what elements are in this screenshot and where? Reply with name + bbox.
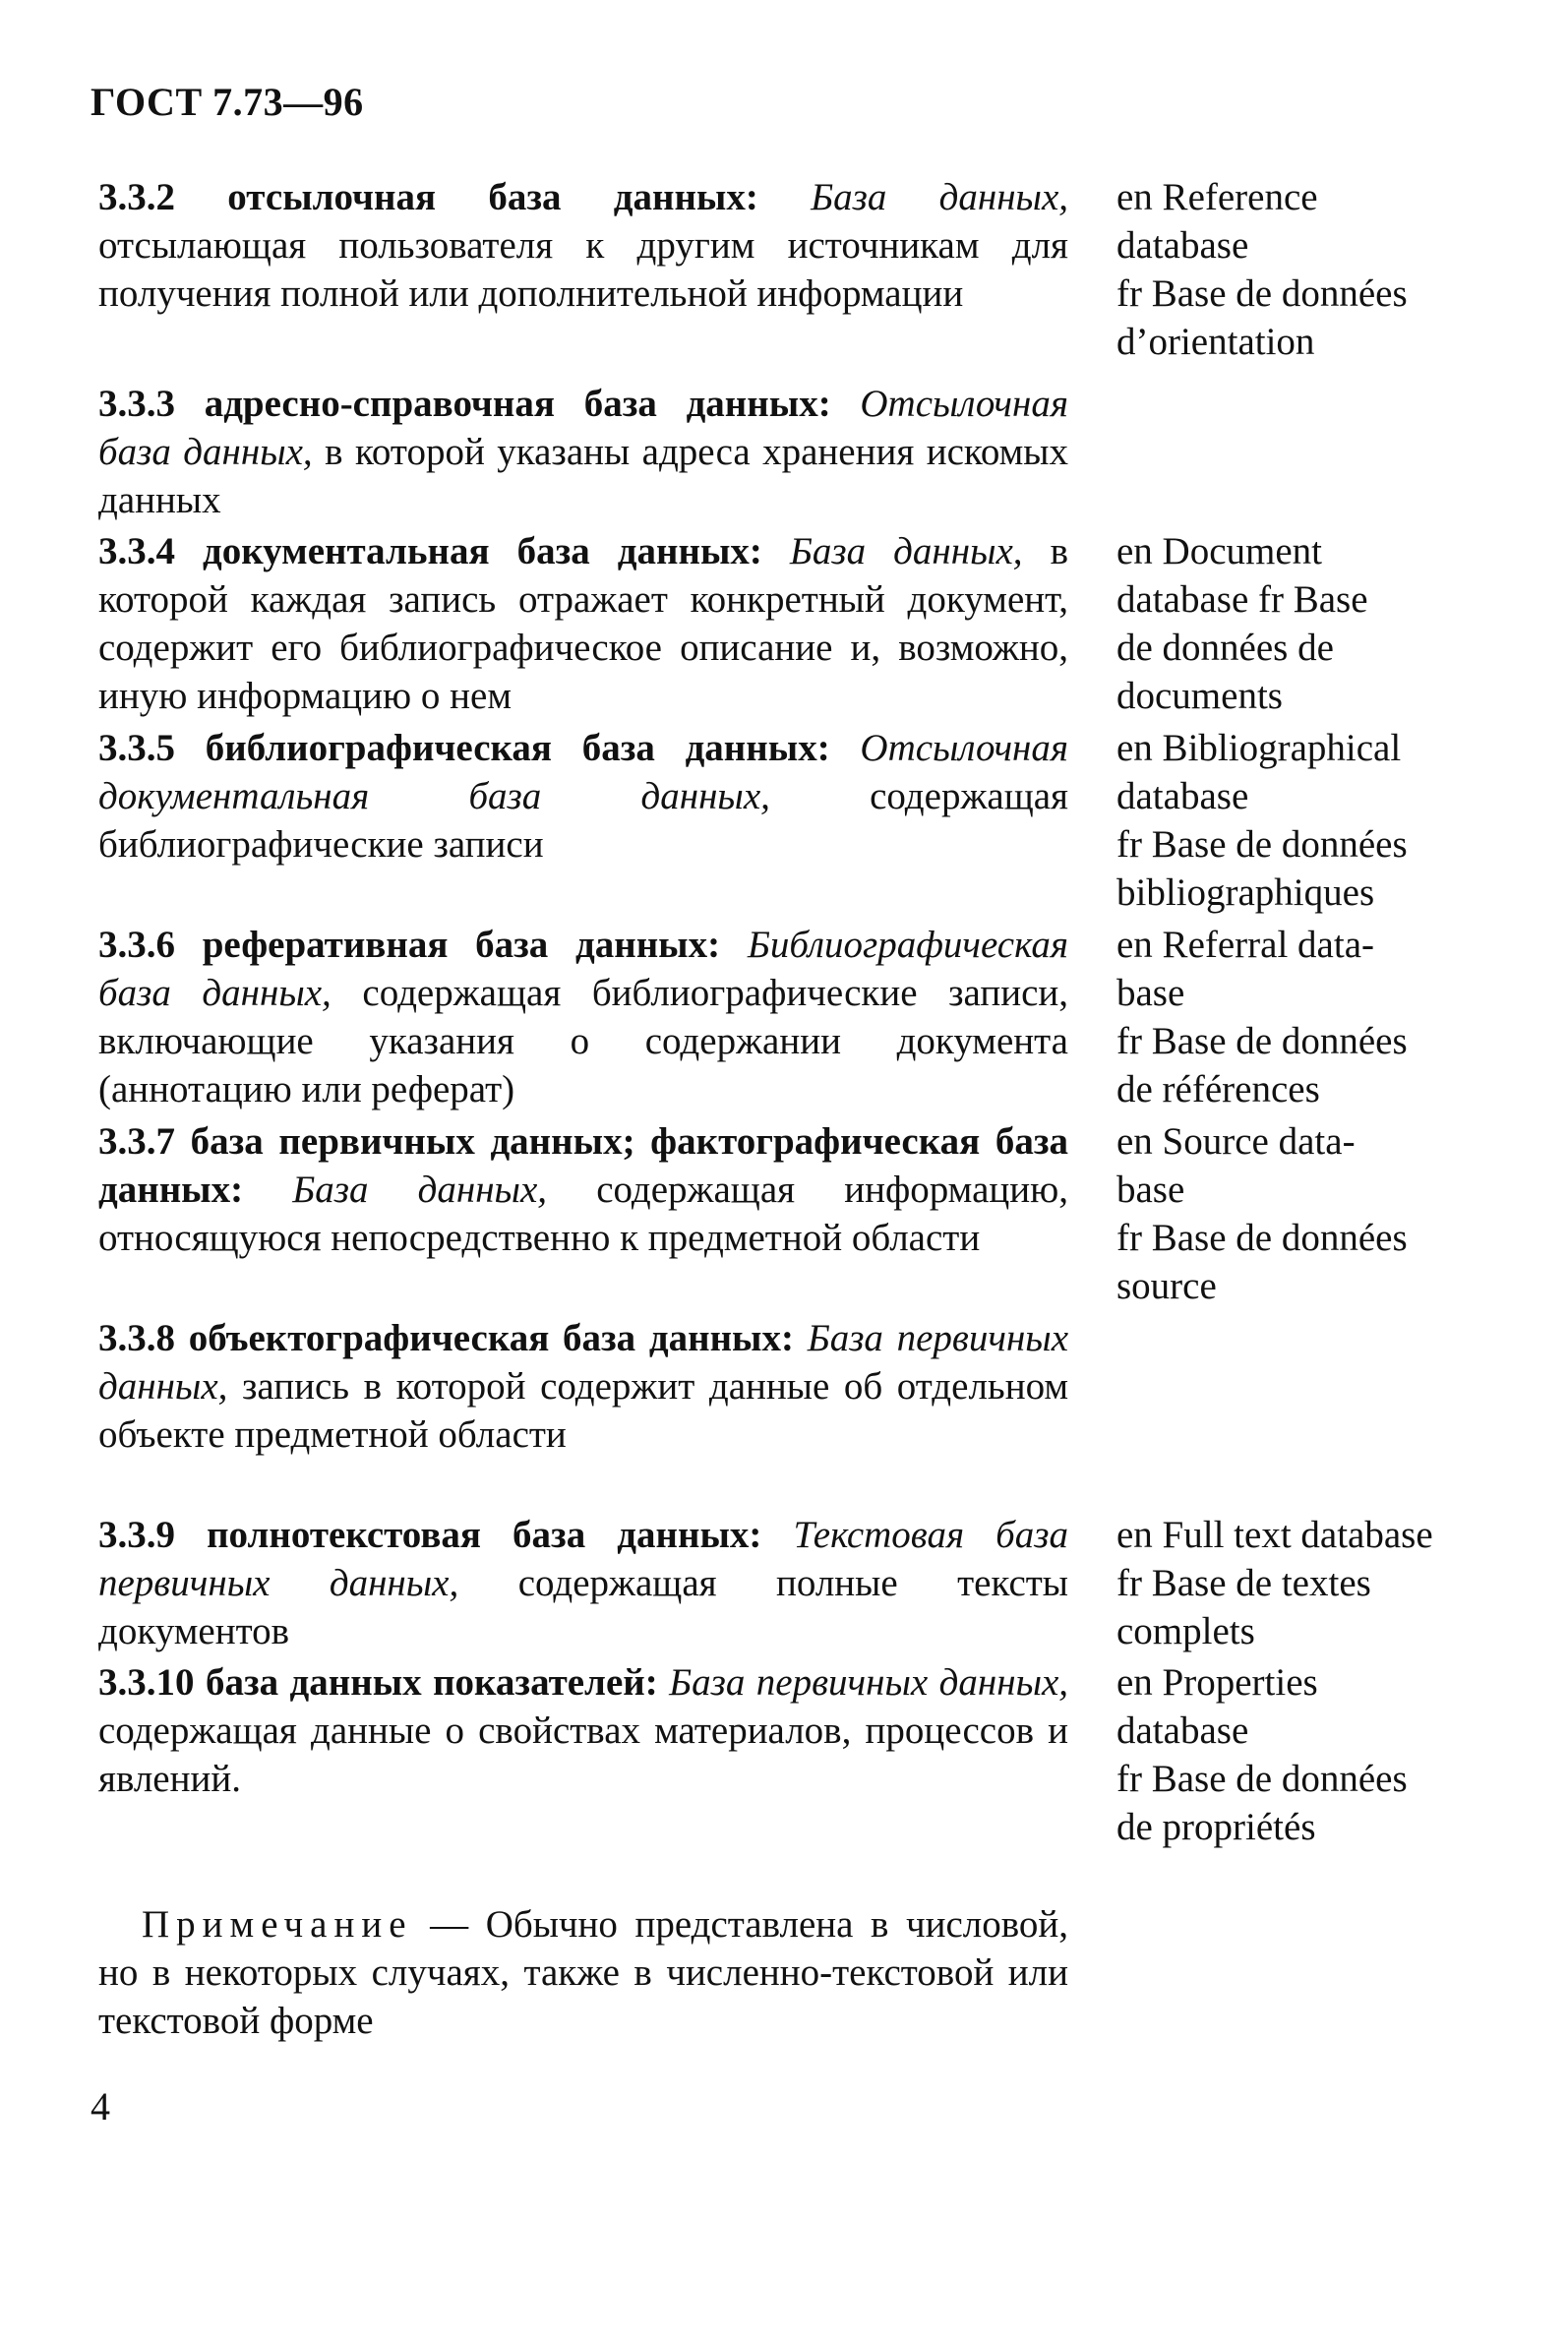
term-name: отсылочная база данных: xyxy=(227,176,758,218)
note-label: Примечание xyxy=(142,1903,413,1946)
term-number: 3.3.2 xyxy=(98,176,175,218)
foreign-equivalents xyxy=(1116,1658,1451,1851)
foreign-equivalents xyxy=(1116,173,1451,366)
foreign-equivalents xyxy=(1116,724,1451,917)
term-name: база первичных данных; фактографическая база данных: xyxy=(98,1120,1068,1211)
term-definition xyxy=(98,380,1068,524)
term-definition xyxy=(98,173,1068,318)
term-reference: Отсылочная база данных, xyxy=(98,383,1068,473)
note-dash: — xyxy=(430,1903,469,1946)
equivalent-line: documents xyxy=(1116,675,1283,717)
equivalent-line: en Source data- xyxy=(1116,1120,1356,1163)
term-name: библиографическая база данных: xyxy=(205,727,830,769)
term-definition xyxy=(98,1117,1068,1262)
term-text: содержащая библиографические записи xyxy=(98,775,1068,866)
term-number: 3.3.6 xyxy=(98,924,175,966)
term-text: содержащая полные тексты документов xyxy=(98,1562,1069,1652)
foreign-equivalents xyxy=(1116,527,1451,720)
term-name: документальная база данных: xyxy=(203,530,762,572)
equivalent-line: fr Base de textes xyxy=(1116,1562,1371,1604)
equivalent-line: fr Base de données xyxy=(1116,1758,1408,1800)
equivalent-line: de données de xyxy=(1116,627,1334,669)
term-number: 3.3.7 xyxy=(98,1120,175,1163)
term-definition xyxy=(98,724,1068,869)
equivalent-line: en Referral data- xyxy=(1116,924,1374,966)
term-text: отсылающая пользователя к другим источникам для получения полной или дополнительной информации xyxy=(98,224,1068,315)
term-reference: База данных, xyxy=(292,1169,548,1211)
equivalent-line: base xyxy=(1116,1169,1185,1211)
term-number: 3.3.8 xyxy=(98,1317,175,1359)
term-number: 3.3.9 xyxy=(98,1514,175,1556)
equivalent-line: database xyxy=(1116,775,1249,817)
term-number: 3.3.3 xyxy=(98,383,175,425)
equivalent-line: database xyxy=(1116,1709,1249,1752)
term-reference: Отсылочная документальная база данных, xyxy=(98,727,1069,817)
equivalent-line: complets xyxy=(1116,1610,1255,1652)
equivalent-line: source xyxy=(1116,1265,1217,1307)
term-reference: База данных, xyxy=(789,530,1023,572)
equivalent-line: fr Base de données xyxy=(1116,823,1408,866)
term-reference: Библиографическая база данных, xyxy=(98,924,1069,1014)
note-text: Обычно представлена в числовой, но в некоторых случаях, также в численно-текстовой или текстовой форме xyxy=(98,1903,1069,2042)
term-text: в которой указаны адреса хранения искомых данных xyxy=(98,431,1069,521)
foreign-equivalents xyxy=(1116,1511,1451,1655)
term-text: содержащая информацию, относящуюся непосредственно к предметной области xyxy=(98,1169,1069,1259)
equivalent-line: fr Base de données xyxy=(1116,1217,1408,1259)
term-name: объектографическая база данных: xyxy=(188,1317,794,1359)
term-text: содержащая данные о свойствах материалов, процессов и явлений. xyxy=(98,1709,1068,1800)
equivalent-line: database fr Base xyxy=(1116,578,1368,621)
term-definition xyxy=(98,1511,1068,1655)
equivalent-line: en Bibliographical xyxy=(1116,727,1402,769)
term-text: в которой каждая запись отражает конкретный документ, содержит его библиографическое описание и, возможно, иную информацию о нем xyxy=(98,530,1069,717)
term-name: полнотекстовая база данных: xyxy=(207,1514,762,1556)
term-number: 3.3.4 xyxy=(98,530,175,572)
term-reference: База первичных данных, xyxy=(669,1661,1069,1704)
equivalent-line: d’orientation xyxy=(1116,321,1315,363)
term-number: 3.3.10 xyxy=(98,1661,195,1704)
equivalent-line: fr Base de données xyxy=(1116,272,1408,315)
equivalent-line: database xyxy=(1116,224,1249,267)
equivalent-line: de références xyxy=(1116,1068,1320,1110)
term-reference: Текстовая база первичных данных, xyxy=(98,1514,1069,1604)
page-number: 4 xyxy=(90,2084,110,2129)
equivalent-line: base xyxy=(1116,972,1185,1014)
term-definition xyxy=(98,1314,1068,1459)
term-number: 3.3.5 xyxy=(98,727,175,769)
equivalent-line: bibliographiques xyxy=(1116,871,1375,914)
term-name: база данных показателей: xyxy=(205,1661,658,1704)
document-header: ГОСТ 7.73—96 xyxy=(90,80,364,124)
equivalent-line: en Full text database xyxy=(1116,1514,1433,1556)
equivalent-line: fr Base de données xyxy=(1116,1020,1408,1062)
note-paragraph xyxy=(98,1900,1068,2045)
term-text: содержащая библиографические записи, включающие указания о содержании документа (аннотацию или реферат) xyxy=(98,972,1068,1110)
term-reference: База данных, xyxy=(811,176,1069,218)
equivalent-line: en Document xyxy=(1116,530,1323,572)
foreign-equivalents xyxy=(1116,1117,1451,1310)
term-definition xyxy=(98,1658,1068,1803)
equivalent-line: en Properties xyxy=(1116,1661,1318,1704)
term-definition xyxy=(98,527,1068,720)
term-reference: База первичных данных, xyxy=(98,1317,1069,1408)
term-definition xyxy=(98,921,1068,1113)
term-name: реферативная база данных: xyxy=(202,924,721,966)
term-name: адресно-справочная база данных: xyxy=(204,383,831,425)
foreign-equivalents xyxy=(1116,921,1451,1113)
equivalent-line: en Reference xyxy=(1116,176,1318,218)
term-text: запись в которой содержит данные об отдельном объекте предметной области xyxy=(98,1365,1069,1456)
equivalent-line: de propriétés xyxy=(1116,1806,1316,1848)
